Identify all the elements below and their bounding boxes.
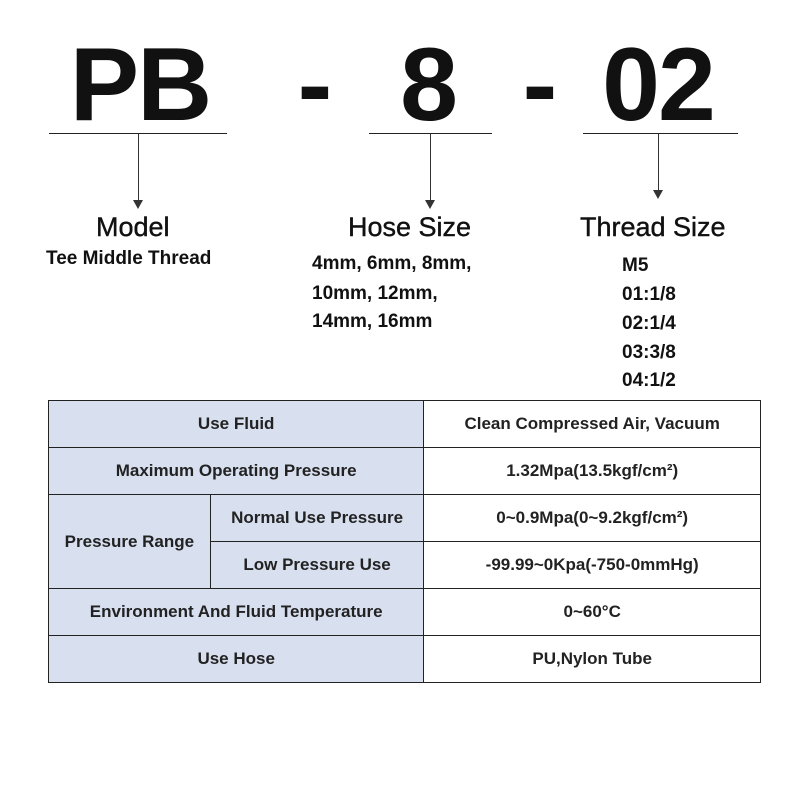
table-row: [49, 589, 761, 636]
hose-size-line: 10mm, 12mm,: [312, 283, 438, 304]
thread-pointer-line: [658, 134, 659, 192]
table-row: [49, 448, 761, 495]
use-fluid-label: Use Fluid: [49, 401, 424, 448]
model-code: PB: [69, 27, 211, 143]
thread-size-option: 04:1/2: [622, 370, 676, 391]
use-hose-value: PU,Nylon Tube: [424, 636, 761, 683]
arrow-down-icon: [133, 200, 143, 209]
low-pressure-label: Low Pressure Use: [210, 542, 424, 589]
thread-code: 02: [602, 27, 714, 143]
thread-size-option: M5: [622, 255, 649, 276]
model-heading: Model: [96, 212, 170, 242]
hose-size-line: 14mm, 16mm: [312, 311, 433, 332]
thread-size-option: 02:1/4: [622, 313, 676, 334]
pressure-range-label: Pressure Range: [49, 495, 211, 589]
max-pressure-label: Maximum Operating Pressure: [49, 448, 424, 495]
separator-dash: -: [522, 27, 558, 143]
max-pressure-value: 1.32Mpa(13.5kgf/cm²): [424, 448, 761, 495]
arrow-down-icon: [425, 200, 435, 209]
table-row: [49, 401, 761, 448]
low-pressure-value: -99.99~0Kpa(-750-0mmHg): [424, 542, 761, 589]
thread-size-option: 03:3/8: [622, 342, 676, 363]
specification-table: [48, 400, 761, 683]
model-description: Tee Middle Thread: [46, 248, 212, 269]
use-fluid-value: Clean Compressed Air, Vacuum: [424, 401, 761, 448]
temperature-value: 0~60°C: [424, 589, 761, 636]
normal-pressure-value: 0~0.9Mpa(0~9.2kgf/cm²): [424, 495, 761, 542]
hose-size-line: 4mm, 6mm, 8mm,: [312, 253, 472, 274]
thread-size-option: 01:1/8: [622, 284, 676, 305]
hose-size-heading: Hose Size: [348, 212, 472, 242]
thread-underline: [583, 133, 738, 134]
model-pointer-line: [138, 134, 139, 202]
thread-size-heading: Thread Size: [580, 212, 726, 242]
normal-pressure-label: Normal Use Pressure: [210, 495, 424, 542]
use-hose-label: Use Hose: [49, 636, 424, 683]
table-row: [49, 636, 761, 683]
arrow-down-icon: [653, 190, 663, 199]
separator-dash: -: [297, 27, 333, 143]
hose-code: 8: [400, 27, 456, 143]
table-row: [49, 495, 761, 542]
hose-pointer-line: [430, 134, 431, 202]
temperature-label: Environment And Fluid Temperature: [49, 589, 424, 636]
